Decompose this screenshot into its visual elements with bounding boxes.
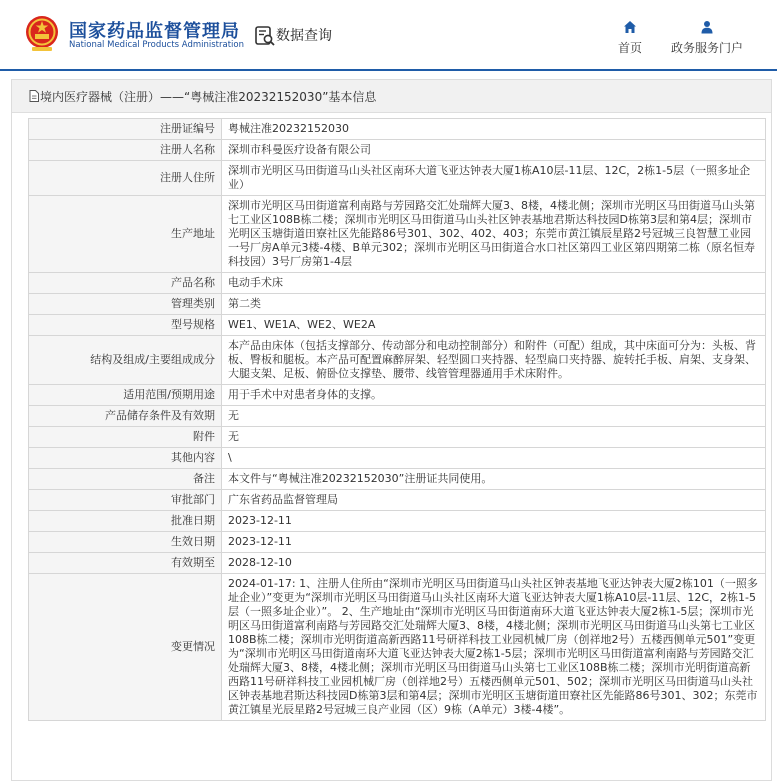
field-label: 附件 [29, 427, 222, 448]
field-value: \ [222, 448, 766, 469]
detail-panel [11, 79, 772, 781]
field-value: 电动手术床 [222, 273, 766, 294]
field-value: 广东省药品监督管理局 [222, 490, 766, 511]
data-query-label[interactable]: 数据查询 [276, 28, 332, 44]
table-row [29, 427, 766, 448]
nav-government-services[interactable] [665, 20, 749, 56]
field-label: 产品名称 [29, 273, 222, 294]
nav-government-services-label: 政务服务门户 [670, 41, 743, 55]
site-subtitle: National Medical Products Administration [69, 40, 244, 50]
national-emblem-icon [24, 14, 60, 52]
field-label: 变更情况 [29, 574, 222, 721]
field-label: 产品储存条件及有效期 [29, 406, 222, 427]
field-value: 深圳市光明区马田街道富利南路与芳园路交汇处瑞辉大厦3、8楼，4楼北侧；深圳市光明区马田街道马山头第七工业区108B栋二楼；深圳市光明区马田街道马山头社区钟表基地君斯达科技园D栋第3层和第4层；深圳市光明区玉塘街道田寮社区先能路86号301、302、402、403；东莞市黄江镇辰星路2号冠城三良智慧工业园一号厂房A单元3楼-4楼、B单元302；深圳市光明区马田街道合水口社区第四工业区第四期第二栋（原名恒寿科技园）3号厂房第1-4层 [222, 196, 766, 273]
home-icon [623, 20, 637, 34]
table-row [29, 532, 766, 553]
table-row [29, 574, 766, 721]
table-row [29, 469, 766, 490]
field-value: WE1、WE1A、WE2、WE2A [222, 315, 766, 336]
table-row [29, 196, 766, 273]
table-row [29, 336, 766, 385]
field-label: 注册人名称 [29, 140, 222, 161]
field-label: 其他内容 [29, 448, 222, 469]
table-row [29, 553, 766, 574]
table-row [29, 294, 766, 315]
table-row [29, 406, 766, 427]
field-value: 2023-12-11 [222, 532, 766, 553]
field-label: 审批部门 [29, 490, 222, 511]
table-row [29, 273, 766, 294]
field-label: 管理类别 [29, 294, 222, 315]
field-label: 型号规格 [29, 315, 222, 336]
table-row [29, 161, 766, 196]
table-row [29, 385, 766, 406]
field-value: 2024-01-17: 1、注册人住所由“深圳市光明区马田街道马山头社区钟表基地飞亚达钟表大厦2栋101（一照多址企业）”变更为“深圳市光明区马田街道马山头社区南环大道飞亚达钟表大厦1栋A10层-11层、12C，2栋1-5层（一照多址企业）”。 2、生产地址由“深圳市光明区马田街道南环大道飞亚达钟表大厦2栋1-5层；深圳市光明区马田街道富利南路与芳园路交汇处瑞辉大厦3、8楼，4楼北侧；深圳市光明区马田街道马山头第七工业区108B栋二楼；深圳市光明街道高新西路11号研祥科技工业园机械厂房（创祥地2号）五楼西侧单元501”变更为“深圳市光明区马田街道南环大道飞亚达钟表大厦2栋1-5层；深圳市光明区马田街道富利南路与芳园路交汇处瑞辉大厦3、8楼，4楼北侧；深圳市光明区马田街道马山头第七工业区108B栋二楼；深圳市光明街道高新西路11号研祥科技工业园机械厂房（创祥地2号）五楼西侧单元501、502；深圳市光明区马田街道马山头社区钟表基地君斯达科技园D栋第3层和第4层；深圳市光明区玉塘街道田寮社区先能路86号301、302；东莞市黄江镇星光辰星路2号冠城三良产业园（区）9栋（A单元）3楼-4楼”。 [222, 574, 766, 721]
document-icon [29, 90, 39, 102]
nav-home[interactable] [612, 20, 648, 56]
table-row [29, 315, 766, 336]
field-value: 本产品由床体（包括支撑部分、传动部分和电动控制部分）和附件（可配）组成，其中床面可分为：头板、背板、臀板和腿板。本产品可配置麻醉屏架、轻型圆口夹持器、轻型扁口夹持器、旋转托手板、肩架、支身架、大腿支架、足板、俯卧位支撑垫、腰带、线管管理器通用手术床附件。 [222, 336, 766, 385]
table-row [29, 119, 766, 140]
field-value: 无 [222, 427, 766, 448]
field-value: 无 [222, 406, 766, 427]
site-header [0, 0, 777, 70]
field-label: 生效日期 [29, 532, 222, 553]
field-value: 用于手术中对患者身体的支撑。 [222, 385, 766, 406]
field-label: 结构及组成/主要组成成分 [29, 336, 222, 385]
field-value: 2023-12-11 [222, 511, 766, 532]
field-value: 2028-12-10 [222, 553, 766, 574]
user-icon [700, 20, 714, 34]
data-query-icon [254, 25, 276, 47]
table-row [29, 448, 766, 469]
field-label: 适用范围/预期用途 [29, 385, 222, 406]
table-row [29, 490, 766, 511]
breadcrumb-text: 境内医疗器械（注册）——“粤械注准20232152030”基本信息 [40, 90, 377, 104]
field-label: 有效期至 [29, 553, 222, 574]
field-value: 粤械注准20232152030 [222, 119, 766, 140]
breadcrumb [12, 80, 771, 113]
field-value: 第二类 [222, 294, 766, 315]
field-label: 批准日期 [29, 511, 222, 532]
table-row [29, 140, 766, 161]
table-row [29, 511, 766, 532]
field-value: 深圳市科曼医疗设备有限公司 [222, 140, 766, 161]
field-label: 备注 [29, 469, 222, 490]
detail-table [28, 118, 766, 721]
nav-home-label: 首页 [617, 41, 642, 55]
field-label: 生产地址 [29, 196, 222, 273]
site-title[interactable]: 国家药品监督管理局 [69, 21, 240, 42]
field-value: 深圳市光明区马田街道马山头社区南环大道飞亚达钟表大厦1栋A10层-11层、12C，2栋1-5层（一照多址企业） [222, 161, 766, 196]
header-divider [0, 69, 777, 71]
field-value: 本文件与“粤械注准20232152030”注册证共同使用。 [222, 469, 766, 490]
field-label: 注册证编号 [29, 119, 222, 140]
field-label: 注册人住所 [29, 161, 222, 196]
